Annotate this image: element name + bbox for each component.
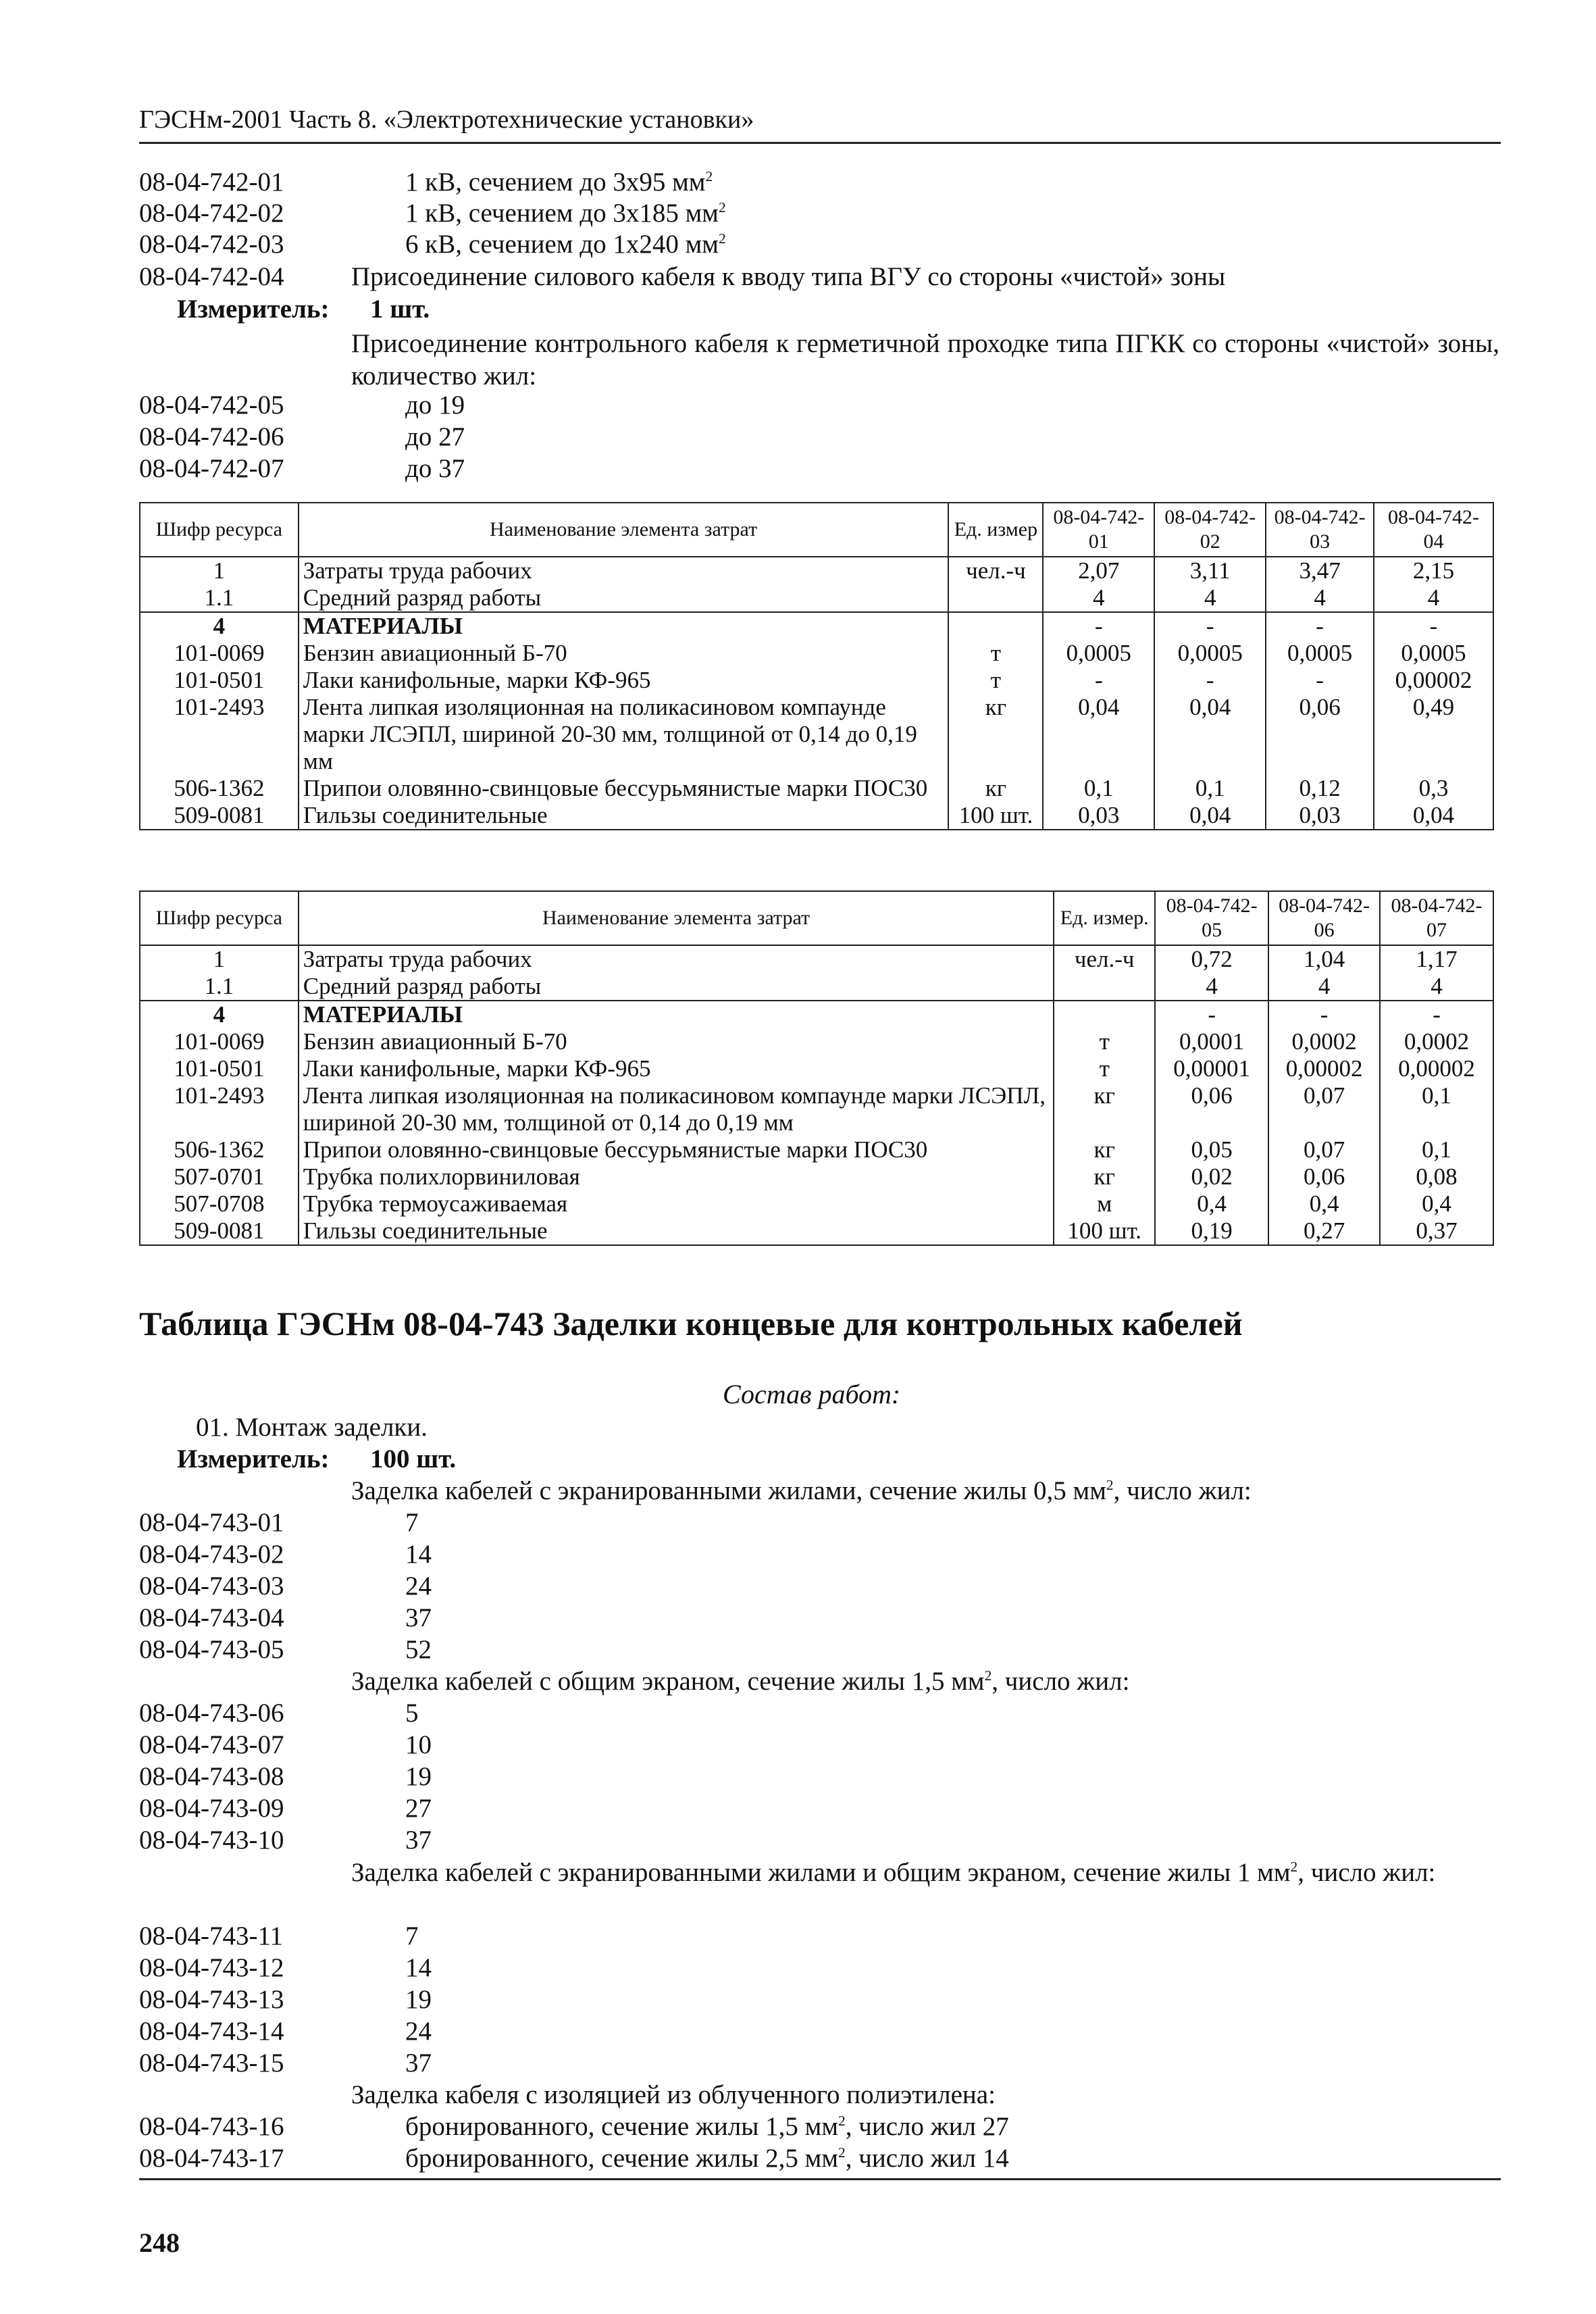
item-text: 6 кВ, сечением до 1х240 $мм^2$ [405,230,726,259]
item-value: 19 [405,1762,432,1791]
running-header: ГЭСНм-2001 Часть 8. «Электротехнические установки» [139,105,754,134]
item-code: 08-04-743-11 [139,1921,284,1951]
item-value: 5 [405,1699,419,1728]
table-row: 101-2493 Лента липкая изоляционная на поликасиновом компаунде марки ЛСЭПЛ, шириной 20-30 мм, толщиной от 0,14 до 0,19 мм кг 0,06 0,07 0,1 [140,1082,1493,1136]
item-text: 1 кВ, сечением до 3х185 $мм^2$ [405,199,726,228]
table-row: 506-1362 Припои оловянно-свинцовые бессурьмянистые марки ПОС30 кг 0,1 0,1 0,12 0,3 [140,775,1493,802]
item-value: 24 [405,1571,432,1601]
col-header: 08-04-742-07 [1380,891,1493,945]
footer-rule [139,2178,1501,2180]
item-code: 08-04-742-02 [139,199,284,228]
col-header: Наименование элемента затрат [299,503,949,557]
table-row: 1 Затраты труда рабочих чел.-ч 0,72 1,04 1,17 [140,945,1493,973]
item-value: 52 [405,1635,432,1664]
item-code: 08-04-742-03 [139,230,284,259]
item-code: 08-04-743-09 [139,1794,284,1823]
table-row: 507-0708 Трубка термоусаживаемая м 0,4 0,4 0,4 [140,1190,1493,1217]
item-code: 08-04-743-14 [139,2017,284,2046]
item-value: 37 [405,2048,432,2078]
col-header: Шифр ресурса [140,503,299,557]
table-row: 101-2493 Лента липкая изоляционная на поликасиновом компаунде марки ЛСЭПЛ, шириной 20-30 мм, толщиной от 0,14 до 0,19 мм кг 0,04 0,04 0,06 0,49 [140,694,1493,775]
col-header: Ед. измер. [1054,891,1155,945]
item-value: 27 [405,1794,432,1823]
measure-value: 100 шт. [370,1444,457,1474]
item-code: 08-04-743-04 [139,1603,284,1632]
table-row: 507-0701 Трубка полихлорвиниловая кг 0,02 0,06 0,08 [140,1163,1493,1190]
item-code: 08-04-742-07 [139,454,284,483]
col-header: 08-04-742-01 [1043,503,1154,557]
table-row: 506-1362 Припои оловянно-свинцовые бессурьмянистые марки ПОС30 кг 0,05 0,07 0,1 [140,1136,1493,1163]
group-heading: Заделка кабелей с общим экраном, сечение жилы 1,5 $мм^2$, число жил: [351,1667,1130,1696]
col-header: 08-04-742-05 [1155,891,1268,945]
table-row: 101-0069 Бензин авиационный Б-70 т 0,0005 0,0005 0,0005 0,0005 [140,640,1493,667]
item-code: 08-04-743-15 [139,2048,284,2078]
table-row: 4 МАТЕРИАЛЫ - - - - [140,612,1493,640]
paragraph: Присоединение контрольного кабеля к герметичной проходке типа ПГКК со стороны «чистой» зоны, количество жил: [351,329,1499,391]
group-heading: Заделка кабелей с экранированными жилами и общим экраном, сечение жилы 1 $мм^2$, число жил: [351,1858,1436,1887]
col-header: Шифр ресурса [140,891,299,945]
table-row: 1.1 Средний разряд работы 4 4 4 [140,973,1493,1001]
item-text: бронированного, сечение жилы 2,5 $мм^2$, число жил 14 [405,2144,1009,2173]
col-header: Наименование элемента затрат [299,891,1054,945]
header-rule [139,142,1501,144]
item-value: 14 [405,1540,432,1569]
item-code: 08-04-743-13 [139,1985,284,2014]
item-code: 08-04-742-04 [139,262,284,291]
group-heading: Заделка кабеля с изоляцией из облученного полиэтилена: [351,2080,996,2109]
col-header: 08-04-742-03 [1266,503,1374,557]
work-composition-label: Состав работ: [723,1379,901,1409]
item-text: Присоединение силового кабеля к вводу типа ВГУ со стороны «чистой» зоны [351,262,1226,291]
item-text: до 27 [405,422,465,451]
table-row: 101-0069 Бензин авиационный Б-70 т 0,0001 0,0002 0,0002 [140,1028,1493,1055]
item-code: 08-04-743-08 [139,1762,284,1791]
item-value: 7 [405,1508,419,1537]
item-value: 24 [405,2017,432,2046]
measure-label: Измеритель: [177,295,330,324]
col-header: 08-04-742-02 [1154,503,1266,557]
item-text: до 19 [405,391,465,420]
item-code: 08-04-743-12 [139,1953,284,1982]
measure-label: Измеритель: [177,1444,330,1474]
item-code: 08-04-742-05 [139,391,284,420]
table-row: 509-0081 Гильзы соединительные 100 шт. 0,19 0,27 0,37 [140,1217,1493,1245]
col-header: Ед. измер [948,503,1043,557]
item-value: 37 [405,1603,432,1632]
table-row: 101-0501 Лаки канифольные, марки КФ-965 т - - - 0,00002 [140,667,1493,694]
item-code: 08-04-743-01 [139,1508,284,1537]
item-code: 08-04-743-02 [139,1540,284,1569]
table-row: 101-0501 Лаки канифольные, марки КФ-965 т 0,00001 0,00002 0,00002 [140,1055,1493,1082]
section-title: Таблица ГЭСНм 08-04-743 Заделки концевые для контрольных кабелей [139,1305,1243,1342]
group-heading: Заделка кабелей с экранированными жилами, сечение жилы 0,5 $мм^2$, число жил: [351,1476,1252,1505]
resource-table-1 [139,502,1494,830]
item-code: 08-04-743-03 [139,1571,284,1601]
table-row: 509-0081 Гильзы соединительные 100 шт. 0,03 0,04 0,03 0,04 [140,802,1493,830]
item-code: 08-04-743-10 [139,1826,284,1855]
resource-table-2 [139,890,1494,1246]
item-text: 1 кВ, сечением до 3х95 $мм^2$ [405,168,713,197]
item-code: 08-04-743-06 [139,1699,284,1728]
item-value: 10 [405,1730,432,1759]
measure-value: 1 шт. [370,295,430,324]
page-number: 248 [139,2228,180,2258]
item-code: 08-04-743-07 [139,1730,284,1759]
item-code: 08-04-743-05 [139,1635,284,1664]
table-row: 1 Затраты труда рабочих чел.-ч 2,07 3,11 3,47 2,15 [140,557,1493,584]
item-code: 08-04-742-06 [139,422,284,451]
table-row: 4 МАТЕРИАЛЫ - - - [140,1001,1493,1028]
work-item: 01. Монтаж заделки. [196,1413,428,1442]
item-code: 08-04-743-17 [139,2144,284,2173]
col-header: 08-04-742-04 [1374,503,1493,557]
item-text: до 37 [405,454,465,483]
item-text: бронированного, сечение жилы 1,5 $мм^2$, число жил 27 [405,2112,1009,2141]
item-code: 08-04-743-16 [139,2112,284,2141]
item-value: 37 [405,1826,432,1855]
col-header: 08-04-742-06 [1268,891,1380,945]
item-value: 19 [405,1985,432,2014]
item-code: 08-04-742-01 [139,168,284,197]
item-value: 7 [405,1921,419,1951]
item-value: 14 [405,1953,432,1982]
table-row: 1.1 Средний разряд работы 4 4 4 4 [140,584,1493,612]
